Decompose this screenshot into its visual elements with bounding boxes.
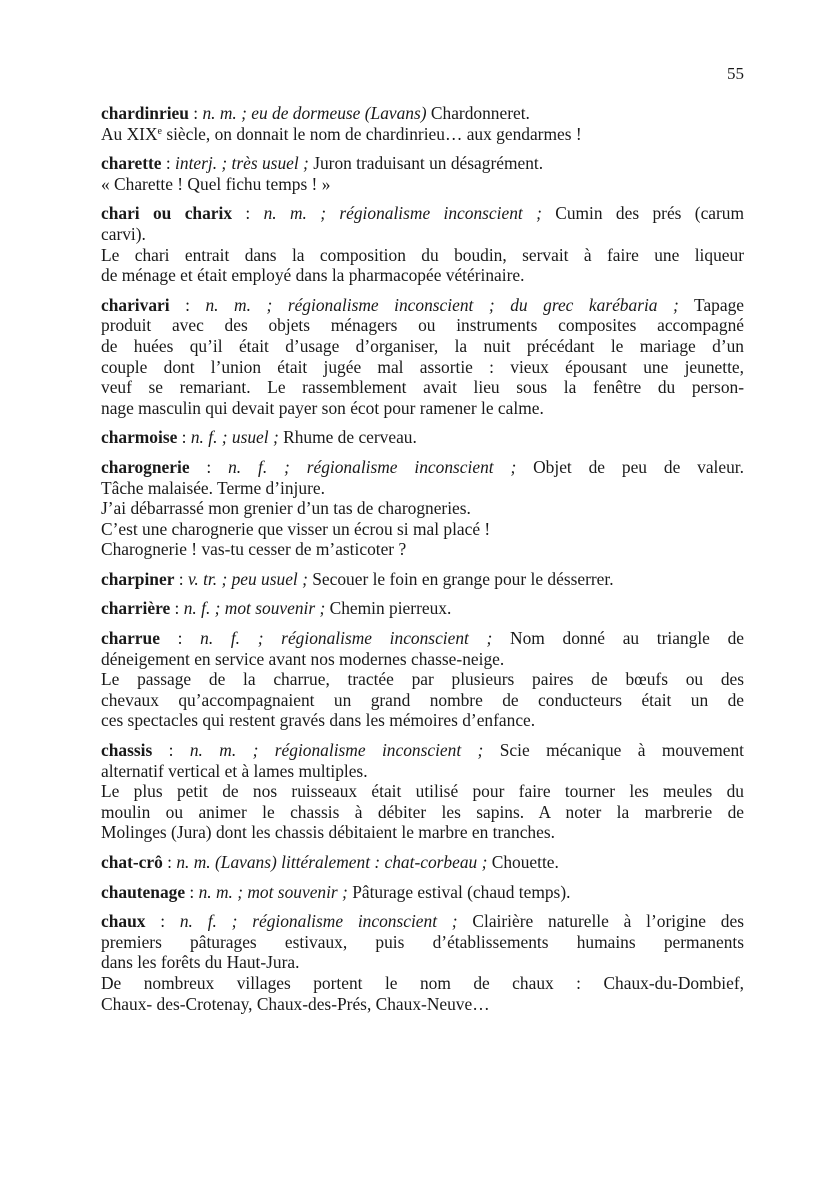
entry-line — [101, 377, 744, 398]
entry-line — [101, 628, 744, 649]
entry-text: alternatif vertical et à lames multiples. — [101, 760, 368, 781]
dictionary-entries — [101, 103, 744, 1023]
dictionary-entry — [101, 295, 744, 419]
entry-headword: chautenage — [101, 881, 186, 902]
entry-text: Pâturage estival (chaud temps). — [347, 881, 571, 902]
dictionary-entry — [101, 628, 744, 731]
entry-line — [101, 265, 744, 286]
entry-text: siècle, on donnait le nom de chardinrieu… aux gendarmes ! — [161, 123, 582, 144]
entry-text: Cumin des prés (carum — [541, 203, 745, 224]
entry-text: premiers pâturages estivaux, puis d’établissements humains permanents — [101, 931, 744, 952]
entry-grammar: n. m. ; régionalisme inconscient ; du grec karébaria ; — [205, 294, 679, 315]
entry-grammar: n. m. ; mot souvenir ; — [198, 881, 348, 902]
entry-separator: : — [177, 427, 191, 448]
entry-separator: : — [152, 740, 190, 761]
entry-line — [101, 174, 744, 195]
entry-line — [101, 427, 744, 448]
entry-line — [101, 103, 744, 124]
dictionary-entry — [101, 153, 744, 194]
dictionary-entry — [101, 427, 744, 448]
entry-line — [101, 740, 744, 761]
entry-line — [101, 852, 744, 873]
entry-text: Chouette. — [487, 852, 559, 872]
entry-separator: : — [188, 103, 203, 123]
entry-headword: chaux — [101, 911, 146, 932]
entry-text: « Charette ! Quel fichu temps ! » — [101, 173, 331, 194]
entry-headword: charrue — [101, 628, 160, 649]
dictionary-entry — [101, 882, 744, 903]
entry-line — [101, 457, 744, 478]
entry-text: veuf se remariant. Le rassemblement avait lieu sous la fenêtre du person- — [101, 377, 744, 398]
entry-separator: : — [159, 628, 201, 649]
entry-text: Tâche malaisée. Terme d’injure. — [101, 477, 325, 498]
entry-line — [101, 315, 744, 336]
entry-separator: : — [169, 294, 206, 315]
entry-headword: chat-crô — [101, 852, 163, 872]
entry-line — [101, 203, 744, 224]
entry-line — [101, 932, 744, 953]
entry-headword: charrière — [101, 598, 171, 619]
entry-line — [101, 822, 744, 843]
entry-separator: : — [162, 852, 177, 872]
dictionary-entry — [101, 569, 744, 590]
entry-text: Tapage — [678, 294, 744, 315]
entry-grammar: n. f. ; régionalisme inconscient ; — [228, 456, 517, 477]
entry-text: Scie mécanique à mouvement — [483, 740, 745, 761]
entry-separator: : — [185, 881, 199, 902]
entry-separator: : — [232, 203, 264, 224]
entry-text: Au XIX — [101, 123, 158, 144]
entry-line — [101, 690, 744, 711]
entry-line — [101, 802, 744, 823]
entry-text: Chaux- des-Crotenay, Chaux-des-Prés, Chaux-Neuve… — [101, 993, 490, 1014]
entry-line — [101, 224, 744, 245]
entry-text: C’est une charognerie que visser un écrou si mal placé ! — [101, 518, 491, 539]
entry-text: Chemin pierreux. — [325, 598, 452, 619]
entry-text: déneigement en service avant nos modernes chasse-neige. — [101, 648, 505, 669]
dictionary-entry — [101, 203, 744, 285]
entry-grammar: interj. ; très usuel ; — [175, 153, 309, 174]
entry-grammar: n. m. ; régionalisme inconscient ; — [189, 740, 484, 761]
dictionary-entry — [101, 457, 744, 560]
entry-text: carvi). — [101, 223, 146, 244]
entry-text: ces spectacles qui restent gravés dans les mémoires d’enfance. — [101, 710, 536, 731]
entry-text: couple dont l’union était jugée mal assortie : vieux épousant une jeunette, — [101, 356, 744, 377]
entry-text: nage masculin qui devait payer son écot pour ramener le calme. — [101, 397, 544, 418]
entry-text: Chardonneret. — [426, 103, 530, 123]
entry-line — [101, 669, 744, 690]
entry-line — [101, 569, 744, 590]
entry-line — [101, 598, 744, 619]
entry-line — [101, 295, 744, 316]
entry-text: Molinges (Jura) dont les chassis débitaient le marbre en tranches. — [101, 822, 555, 843]
dictionary-entry — [101, 852, 744, 873]
entry-line — [101, 952, 744, 973]
entry-separator: : — [145, 911, 180, 932]
entry-grammar: n. f. ; mot souvenir ; — [183, 598, 326, 619]
entry-text: Le plus petit de nos ruisseaux était utilisé pour faire tourner les meules du — [101, 781, 744, 802]
entry-line — [101, 710, 744, 731]
entry-text: J’ai débarrassé mon grenier d’un tas de charogneries. — [101, 498, 471, 519]
entry-line — [101, 124, 744, 145]
entry-line — [101, 498, 744, 519]
entry-line — [101, 245, 744, 266]
entry-line — [101, 882, 744, 903]
entry-headword: chassis — [101, 740, 153, 761]
entry-headword: charpiner — [101, 568, 175, 589]
dictionary-entry — [101, 740, 744, 843]
entry-text: Rhume de cerveau. — [278, 427, 417, 448]
entry-line — [101, 539, 744, 560]
entry-text: moulin ou animer le chassis à débiter les sapins. A noter la marbrerie de — [101, 801, 744, 822]
entry-text: dans les forêts du Haut-Jura. — [101, 952, 300, 973]
dictionary-entry — [101, 103, 744, 144]
entry-line — [101, 973, 744, 994]
entry-line — [101, 153, 744, 174]
entry-text: Le chari entrait dans la composition du boudin, servait à faire une liqueur — [101, 244, 744, 265]
entry-grammar: n. m. (Lavans) littéralement : chat-corbeau ; — [176, 852, 488, 872]
entry-text: Nom donné au triangle de — [492, 628, 744, 649]
entry-headword: charmoise — [101, 427, 178, 448]
entry-headword: chardinrieu — [101, 103, 189, 123]
entry-separator: : — [174, 568, 188, 589]
entry-text: De nombreux villages portent le nom de chaux : Chaux-du-Dombief, — [101, 972, 744, 993]
entry-line — [101, 761, 744, 782]
entry-grammar: n. m. ; eu de dormeuse (Lavans) — [202, 103, 427, 123]
entry-text: Secouer le foin en grange pour le désserrer. — [307, 568, 614, 589]
entry-grammar: n. f. ; usuel ; — [190, 427, 279, 448]
entry-headword: charivari — [101, 294, 170, 315]
entry-text: Le passage de la charrue, tractée par plusieurs paires de bœufs ou des — [101, 669, 744, 690]
entry-separator: : — [189, 456, 229, 477]
entry-line — [101, 994, 744, 1015]
entry-headword: charognerie — [101, 456, 190, 477]
dictionary-entry — [101, 598, 744, 619]
entry-line — [101, 649, 744, 670]
page-number: 55 — [727, 64, 744, 83]
entry-line — [101, 478, 744, 499]
entry-line — [101, 336, 744, 357]
entry-separator: : — [170, 598, 184, 619]
entry-grammar: n. m. ; régionalisme inconscient ; — [263, 203, 542, 224]
entry-line — [101, 398, 744, 419]
entry-separator: : — [161, 153, 176, 174]
entry-line — [101, 519, 744, 540]
entry-text: Objet de peu de valeur. — [516, 456, 744, 477]
entry-text: de ménage et était employé dans la pharmacopée vétérinaire. — [101, 265, 525, 286]
entry-grammar: n. f. ; régionalisme inconscient ; — [179, 911, 458, 932]
entry-text: Clairière naturelle à l’origine des — [457, 911, 744, 932]
entry-text: de huées qu’il était d’usage d’organiser, la nuit précédant le mariage d’un — [101, 335, 744, 356]
entry-headword: charette — [101, 153, 162, 174]
dictionary-entry — [101, 911, 744, 1014]
entry-headword: chari ou charix — [101, 203, 233, 224]
entry-line — [101, 357, 744, 378]
entry-text: Juron traduisant un désagrément. — [308, 153, 544, 174]
entry-grammar: n. f. ; régionalisme inconscient ; — [200, 628, 493, 649]
entry-line — [101, 781, 744, 802]
entry-grammar: v. tr. ; peu usuel ; — [187, 568, 308, 589]
entry-text: chevaux qu’accompagnaient un grand nombre de conducteurs était un de — [101, 689, 744, 710]
entry-text: Charognerie ! vas-tu cesser de m’asticoter ? — [101, 539, 407, 560]
entry-superscript: e — [157, 125, 162, 137]
entry-text: produit avec des objets ménagers ou instruments composites accompagné — [101, 315, 744, 336]
entry-line — [101, 911, 744, 932]
